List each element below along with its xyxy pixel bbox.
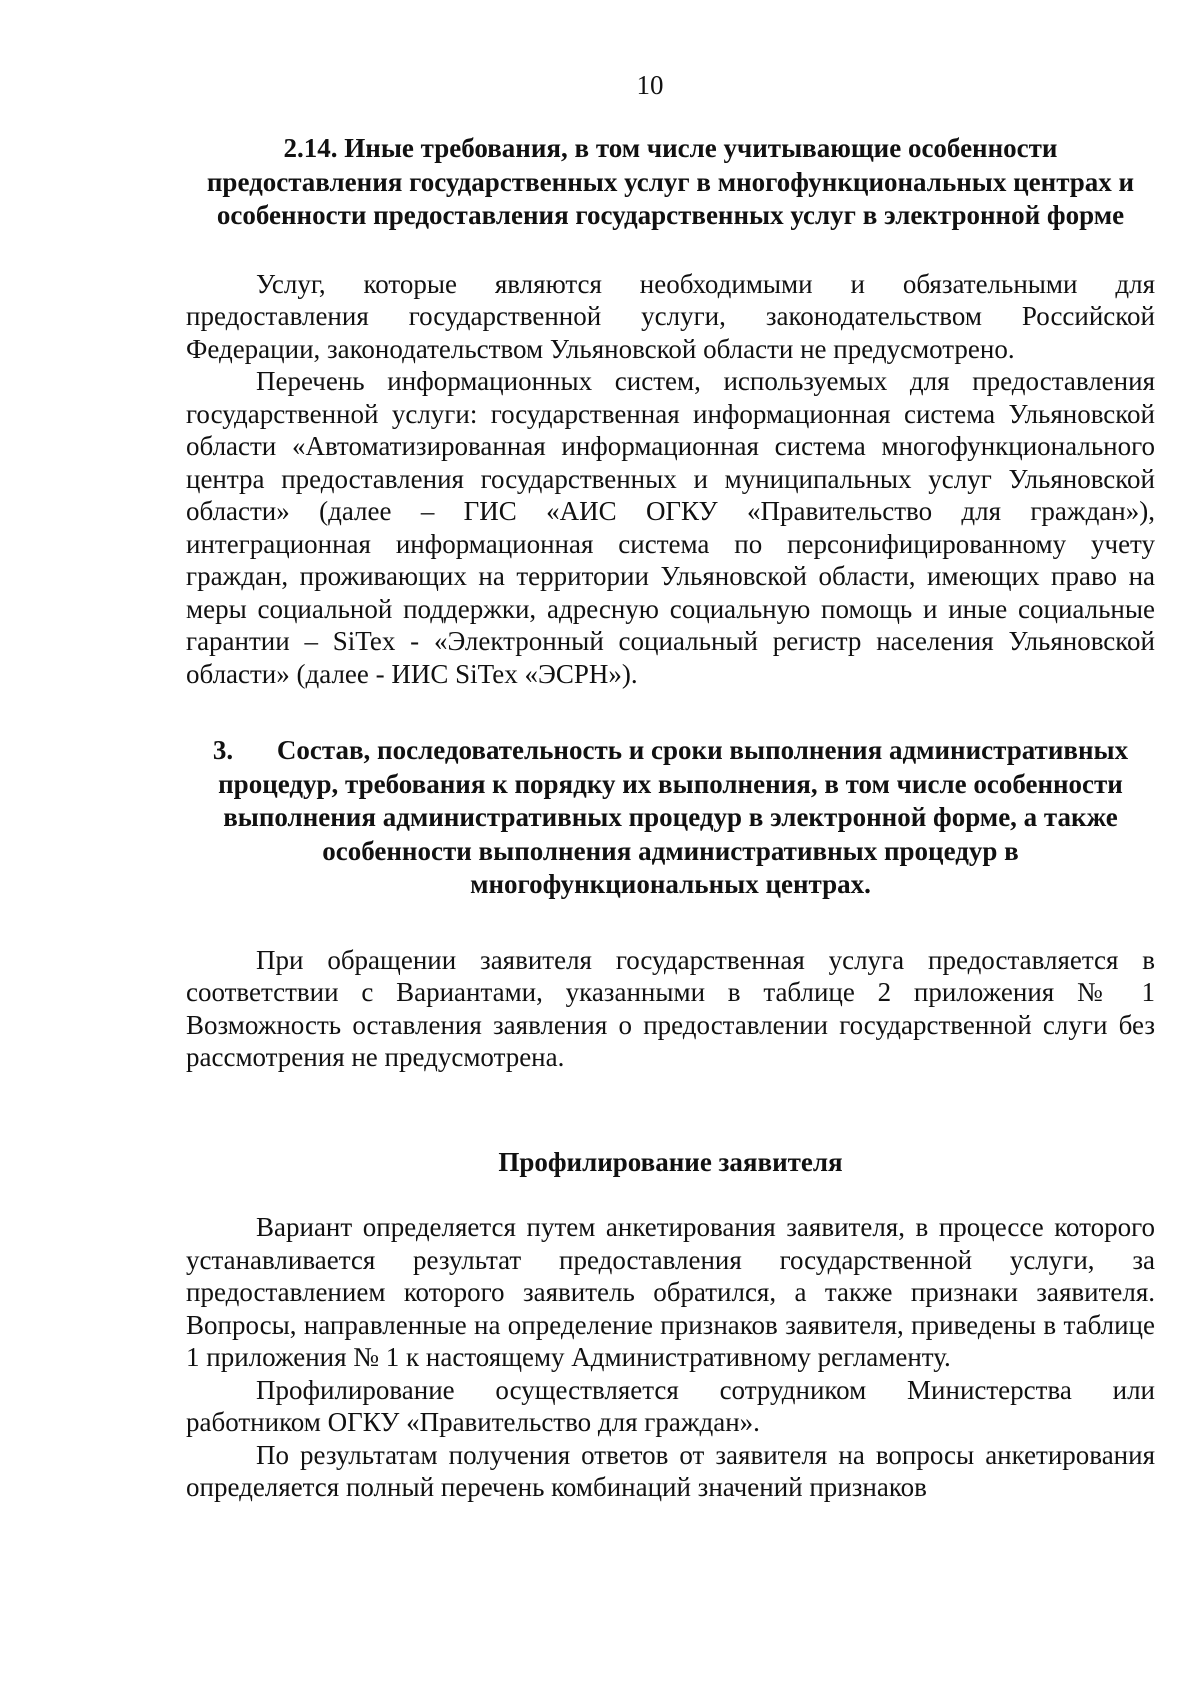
section-2-14-heading: 2.14. Иные требования, в том числе учитывающие особенности предоставления государственных услуг в многофункциональных центрах и особенности предоставления государственных услуг в электронной форме [206, 133, 1135, 230]
section-3-heading-text: Состав, последовательность и сроки выполнения административных процедур, требования к порядку их выполнения, в том числе особенности выполнения административных процедур в электронной форме, а также особенности выполнения административных процедур в многофункциональных центрах. [218, 735, 1129, 899]
page-number: 10 [636, 70, 664, 100]
paragraph: Перечень информационных систем, используемых для предоставления государственной услуги: государственная информационная система Ульяновской области «Автоматизированная информационная система многофункционального центра предоставления государственных и муниципальных услуг Ульяновской области» (далее – ГИС «АИС ОГКУ «Правительство для граждан»), интеграционная информационная система по персонифицированному учету граждан, проживающих на территории Ульяновской области, имеющих право на меры социальной поддержки, адресную социальную помощь и иные социальные гарантии – SiTex - «Электронный социальный регистр населения Ульяновской области» (далее - ИИС SiTex «ЭСРН»). [186, 366, 1155, 689]
paragraph: По результатам получения ответов от заявителя на вопросы анкетирования определяется полный перечень комбинаций значений признаков [186, 1439, 1155, 1502]
section-3-number: 3. [212, 735, 234, 765]
paragraph: Профилирование осуществляется сотрудником Министерства или работником ОГКУ «Правительство для граждан». [186, 1374, 1155, 1437]
paragraph: Вариант определяется путем анкетирования заявителя, в процессе которого устанавливается результат предоставления государственной услуги, за предоставлением которого заявитель обратился, а также признаки заявителя. Вопросы, направленные на определение признаков заявителя, приведены в таблице 1 приложения № 1 к настоящему Административному регламенту. [186, 1212, 1155, 1372]
profiling-heading: Профилирование заявителя [498, 1146, 843, 1177]
paragraph: Услуг, которые являются необходимыми и обязательными для предоставления государственной услуги, законодательством Российской Федерации, законодательством Ульяновской области не предусмотрено. [186, 268, 1155, 364]
paragraph: При обращении заявителя государственная услуга предоставляется в соответствии с Вариантами, указанными в таблице 2 приложения № 1 Возможность оставления заявления о предоставлении государственной слуги без рассмотрения не предусмотрена. [186, 944, 1155, 1072]
section-3-heading [186, 734, 1155, 902]
document-body [186, 132, 1155, 1504]
